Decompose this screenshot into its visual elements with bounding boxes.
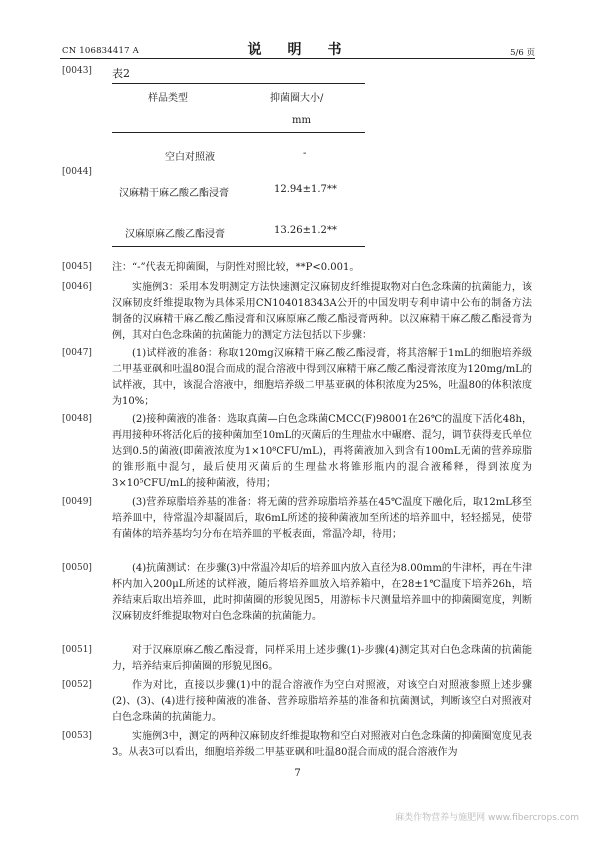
table-header-rule (112, 132, 365, 133)
watermark: 麻类作物营养与施肥网 www.fibercrops.com (395, 813, 579, 823)
paragraph-text: (4)抗菌测试：在步骤(3)中常温冷却后的培养皿内放入直径为8.00mm的牛津杯，再在牛津杯内加入200μL所述的试样液，随后将培养皿放入培养箱中，在28±1℃温度下培养26h，培养结束后取出培养皿，此时抑菌圈的形貌见图5，用游标卡尺测量培养皿中的抑菌圈宽度，判断汉麻韧皮纤维提取物对白色念珠菌的抗菌能力。 (112, 563, 532, 623)
paragraph-text: 实施例3中，测定的两种汉麻韧皮纤维提取物和空白对照液对白色念珠菌的抑菌圈宽度见表3。从表3可以看出，细胞培养级二甲基亚砜和吐温80混合而成的混合溶液作为 (112, 731, 532, 759)
paragraph-text: 作为对比，直接以步骤(1)中的混合溶液作为空白对照液，对该空白对照液参照上述步骤(2)、(3)、(4)进行接种菌液的准备、营养琼脂培养基的准备和抗菌测试，判断该空白对照液对白色念珠菌的抗菌能力。 (112, 680, 532, 724)
table-cell-sample: 汉麻原麻乙酸乙酯浸膏 (125, 229, 225, 240)
paragraph-number: [0046] (62, 282, 92, 292)
paragraph-text: (1)试样液的准备：称取120mg汉麻精干麻乙酸乙酯浸膏，将其溶解于1mL的细胞培养级二甲基亚砜和吐温80混合而成的混合溶液中得到汉麻精干麻乙酸乙酯浸膏浓度为120mg/mL的试样液，其中，该混合溶液中，细胞培养级二甲基亚砜的体积浓度为25%，吐温80的体积浓度为10%； (112, 348, 532, 408)
table-cell-value: - (303, 148, 307, 159)
table-cell-sample: 空白对照液 (165, 152, 215, 163)
paragraph-number: [0043] (62, 66, 92, 76)
document-title: 说 明 书 (247, 42, 348, 58)
table-header-sample-type: 样品类型 (148, 93, 188, 104)
table-cell-value: 13.26±1.2** (274, 225, 337, 236)
paragraph-note: 注：“-”代表无抑菌圈，与阴性对照比较，**P<0.001。 (112, 262, 360, 273)
table-header-unit: mm (292, 115, 311, 126)
header-rule (60, 58, 535, 59)
paragraph-number: [0051] (62, 645, 92, 655)
paragraph-number: [0044] (62, 167, 92, 177)
page-number: 7 (294, 768, 301, 779)
paragraph-text: (2)接种菌液的准备：选取真菌—白色念珠菌CMCC(F)98001在26℃的温度下活化48h，再用接种环将活化后的接种菌加至10mL的灭菌后的生理盐水中碾磨、混匀，调节获得麦氏单位达到0.5的菌液(即菌液浓度为1×10⁸CFU/mL)，再将菌液加入到含有100mL无菌的营养琼脂的锥形瓶中混匀，最后使用灭菌后的生理盐水将锥形瓶内的混合液稀释，得到浓度为3×10⁵CFU/mL的接种菌液，待用； (112, 414, 532, 490)
patent-number: CN 106834417 A (62, 46, 139, 56)
paragraph-number: [0047] (62, 348, 92, 358)
table-bottom-rule (112, 246, 365, 247)
page-indicator: 5/6 页 (510, 48, 535, 58)
paragraph-number: [0048] (62, 414, 92, 424)
paragraph-number: [0049] (62, 497, 92, 507)
paragraph-number: [0050] (62, 563, 92, 573)
paragraph-number: [0052] (62, 680, 92, 690)
paragraph-text: 对于汉麻原麻乙酸乙酯浸膏，同样采用上述步骤(1)-步骤(4)测定其对白色念珠菌的抗菌能力，培养结束后抑菌圈的形貌见图6。 (112, 645, 532, 673)
paragraph-text: 实施例3：采用本发明测定方法快速测定汉麻韧皮纤维提取物对白色念珠菌的抗菌能力，该汉麻韧皮纤维提取物为具体采用CN104018343A公开的中国发明专利申请中公布的制备方法制备的汉麻精干麻乙酸乙酯浸膏和汉麻原麻乙酸乙酯浸膏两种。以汉麻精干麻乙酸乙酯浸膏为例，其对白色念珠菌的抗菌能力的测定方法包括以下步骤： (112, 282, 532, 342)
table-cell-value: 12.94±1.7** (274, 184, 337, 195)
table-header-inhibition-zone: 抑菌圈大小/ (270, 93, 324, 104)
paragraph-number: [0053] (62, 731, 92, 741)
table-label: 表2 (112, 67, 130, 80)
paragraph-text: (3)营养琼脂培养基的准备：将无菌的营养琼脂培养基在45℃温度下融化后，取12mL移至培养皿中，待常温冷却凝固后，取6mL所述的接种菌液加至所述的培养皿中，轻轻摇晃，使带有菌体的培养基均匀分布在培养皿的平板表面，常温冷却，待用； (112, 497, 532, 541)
table-cell-sample: 汉麻精干麻乙酸乙酯浸膏 (119, 188, 229, 199)
table-top-rule (112, 83, 365, 84)
paragraph-number: [0045] (62, 262, 92, 272)
